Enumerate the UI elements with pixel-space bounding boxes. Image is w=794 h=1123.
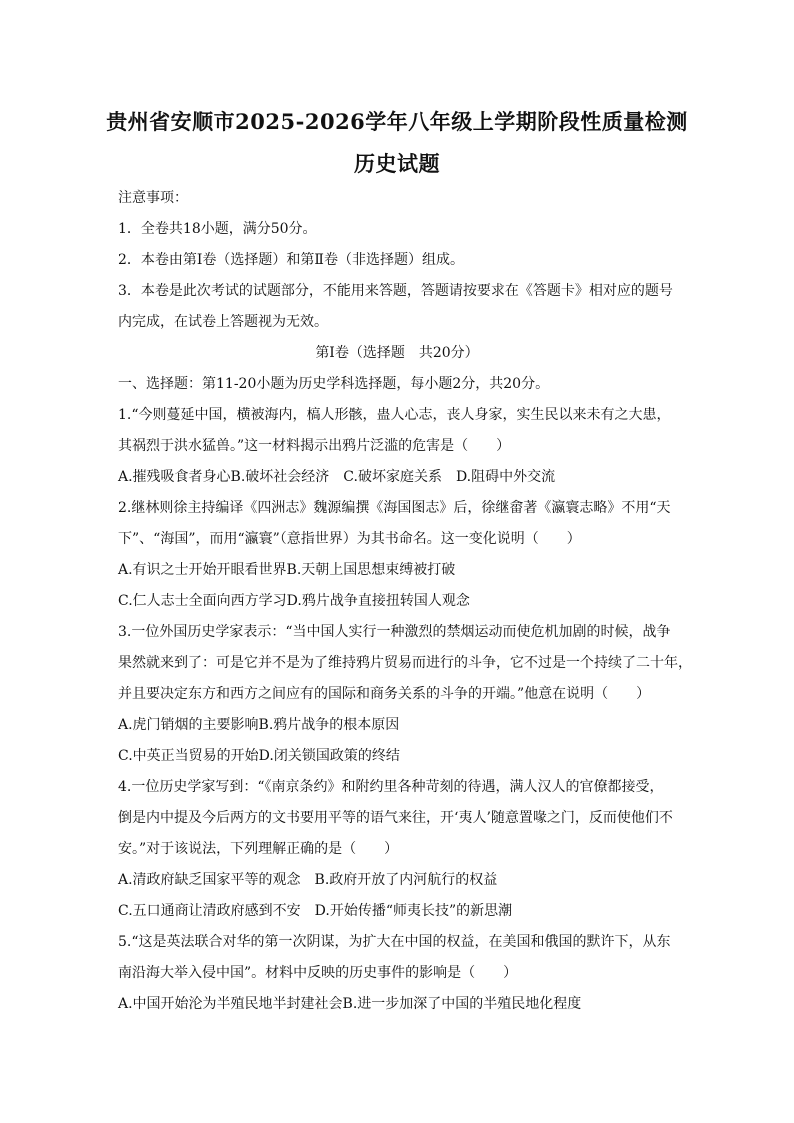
question-4-options: C.五口通商让清政府感到不安 D.开始传播“师夷长技”的新思潮 [118,903,513,919]
question-2-options: A.有识之士开始开眼看世界B.天朝上国思想束缚被打破 [118,562,456,578]
question-5-text: 5.“这是英法联合对华的第一次阴谋，为扩大在中国的权益，在美国和俄国的默许下，从东 [118,934,671,950]
note-item: 1．全卷共18小题，满分50分。 [118,221,317,237]
question-1-text: 其祸烈于洪水猛兽。”这一材料揭示出鸦片泛滥的危害是（ ） [118,438,511,454]
question-5-options: A.中国开始沦为半殖民地半封建社会B.进一步加深了中国的半殖民地化程度 [118,996,582,1012]
notes-heading: 注意事项： [118,190,188,206]
note-item: 内完成，在试卷上答题视为无效。 [118,314,328,330]
section-heading: 第Ⅰ卷（选择题 共20分） [315,345,479,361]
exam-title: 贵州省安顺市2025-2026学年八年级上学期阶段性质量检测 [106,109,688,134]
question-3-text: 果然就来到了：可是它并不是为了维持鸦片贸易而进行的斗争，它不过是一个持续了二十年， [118,655,692,671]
question-2-options: C.仁人志士全面向西方学习D.鸦片战争直接扭转国人观念 [118,593,470,609]
note-item: 3．本卷是此次考试的试题部分，不能用来答题，答题请按要求在《答题卡》相对应的题号 [118,283,673,299]
question-4-options: A.清政府缺乏国家平等的观念 B.政府开放了内河航行的权益 [118,872,498,888]
question-2-text: 下”、“海国”，而用“瀛寰”（意指世界）为其书命名。这一变化说明（ ） [118,531,581,547]
section-instruction: 一、选择题：第11-20小题为历史学科选择题，每小题2分，共20分。 [118,376,550,392]
question-1-options: A.摧残吸食者身心B.破坏社会经济 C.破坏家庭关系 D.阻碍中外交流 [118,469,556,485]
question-3-options: A.虎门销烟的主要影响B.鸦片战争的根本原因 [118,717,400,733]
question-3-text: 并且要决定东方和西方之间应有的国际和商务关系的斗争的开端。”他意在说明（ ） [118,686,651,702]
note-item: 2．本卷由第Ⅰ卷（选择题）和第Ⅱ卷（非选择题）组成。 [118,252,464,268]
question-1-text: 1.“今则蔓延中国，横被海内，槁人形骸，蛊人心志，丧人身家，实生民以来未有之大患， [118,407,671,423]
exam-subtitle: 历史试题 [354,151,440,176]
question-4-text: 倒是内中提及今后两方的文书要用平等的语气来往，开‘夷人’随意置喙之门，反而使他们不 [118,810,673,826]
question-3-text: 3.一位外国历史学家表示：“当中国人实行一种激烈的禁烟运动而使危机加剧的时候，战争 [118,624,671,640]
question-4-text: 4.一位历史学家写到：“《南京条约》和附约里各种苛刻的待遇，满人汉人的官僚都接受， [118,779,664,795]
question-5-text: 南沿海大举入侵中国”。材料中反映的历史事件的影响是（ ） [118,965,518,981]
question-4-text: 安。”对于该说法，下列理解正确的是（ ） [118,841,399,857]
question-3-options: C.中英正当贸易的开始D.闭关锁国政策的终结 [118,748,400,764]
question-2-text: 2.继林则徐主持编译《四洲志》魏源编撰《海国图志》后，徐继畲著《瀛寰志略》不用“天 [118,500,671,516]
